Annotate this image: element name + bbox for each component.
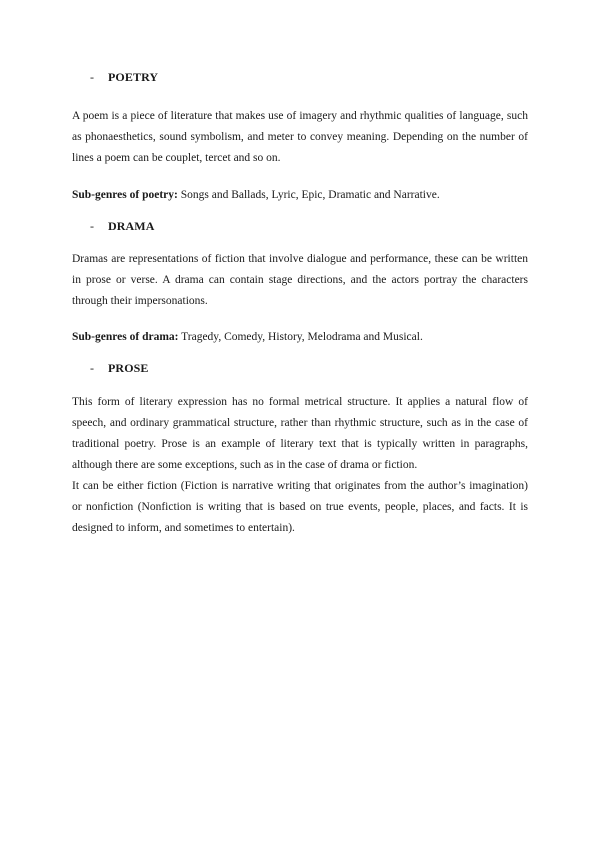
poetry-subgenres-text: Songs and Ballads, Lyric, Epic, Dramatic and Narrative. [177,189,440,201]
drama-heading-text: DRAMA [108,219,155,233]
prose-heading-text: PROSE [108,361,149,375]
heading-dash: - [90,219,95,233]
drama-subgenres-label: Sub-genres of drama: [72,331,179,343]
poetry-subgenres [72,185,528,206]
drama-heading [90,219,155,234]
poetry-heading-text: POETRY [108,70,159,84]
heading-dash: - [90,361,95,375]
drama-subgenres-text: Tragedy, Comedy, History, Melodrama and Musical. [178,331,423,343]
prose-paragraph: This form of literary expression has no formal metrical structure. It applies a natural flow of speech, and ordinary grammatical structure, rather than rhythmic structure, such as in the case of traditional poetry. Prose is an example of literary text that is typically written in paragraphs, although there are some exceptions, such as in the case of drama or fiction. [72,396,528,471]
drama-paragraph: Dramas are representations of fiction that involve dialogue and performance, these can be written in prose or verse. A drama can contain stage directions, and the actors portray the characters through their impersonations. [72,253,528,307]
prose-heading [90,361,149,376]
heading-dash: - [90,70,95,84]
poetry-subgenres-label: Sub-genres of poetry: [72,189,178,201]
drama-subgenres [72,327,528,348]
poetry-heading [90,70,158,85]
prose-paragraph-2: It can be either fiction (Fiction is narrative writing that originates from the author’s imagination) or nonfiction (Nonfiction is writing that is based on true events, people, places, and facts. It is designed to inform, and sometimes to entertain). [72,480,528,534]
poetry-paragraph: A poem is a piece of literature that makes use of imagery and rhythmic qualities of language, such as phonaesthetics, sound symbolism, and meter to convey meaning. Depending on the number of lines a poem can be couplet, tercet and so on. [72,110,528,164]
